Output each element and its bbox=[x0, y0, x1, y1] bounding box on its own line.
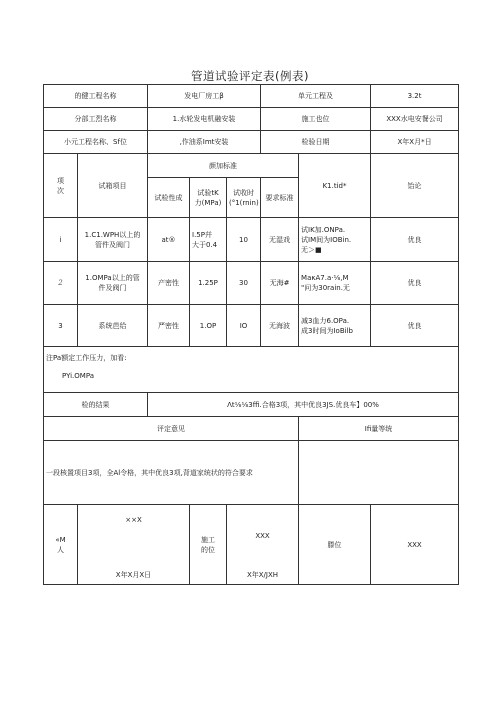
header-row-project bbox=[44, 85, 459, 108]
row-requirement: 无湿戏 bbox=[261, 218, 299, 262]
row-nature: 严密性 bbox=[148, 305, 190, 347]
row-nature: 产密性 bbox=[148, 262, 190, 305]
sign-left-name: ××X bbox=[125, 516, 142, 524]
col-rating: 饴论 bbox=[371, 154, 459, 218]
signature-row bbox=[44, 505, 459, 585]
row-result: 试IK加.ONPa. 试IM间为IOBin. 无＞■ bbox=[299, 218, 371, 262]
row-time: 30 bbox=[227, 262, 261, 305]
sign-right-label: 滕位 bbox=[299, 505, 371, 585]
note-pressure: PYi.OMPa bbox=[62, 372, 95, 380]
row-item-name: 1.C1.WPH以上的 管件及阀门 bbox=[78, 218, 148, 262]
col-item-no: 项 次 bbox=[44, 154, 78, 218]
row-pressure: I.5P幷 大于0.4 bbox=[190, 218, 227, 262]
assessment-header-row bbox=[44, 417, 459, 441]
page-title: 管道试验评定表(例表) bbox=[191, 69, 309, 83]
division-name-label: 分部工烈名称 bbox=[44, 108, 148, 131]
grade-value bbox=[299, 441, 459, 505]
note-row bbox=[44, 347, 459, 393]
sign-left-date: X年X月X日 bbox=[115, 571, 152, 579]
sign-right-name: XXX bbox=[371, 505, 459, 585]
row-no: i bbox=[44, 218, 78, 262]
table-row bbox=[44, 305, 459, 347]
project-name-label: 的健工程名称 bbox=[44, 85, 148, 108]
grade-label: Ifi量等统 bbox=[299, 417, 459, 441]
sign-mid-date: X年X/JXH bbox=[246, 571, 279, 579]
construction-unit-label: 施工也位 bbox=[261, 108, 371, 131]
table-row bbox=[44, 262, 459, 305]
row-no: 3 bbox=[44, 305, 78, 347]
row-requirement: 无海# bbox=[261, 262, 299, 305]
row-pressure: 1.OP bbox=[190, 305, 227, 347]
col-requirement: 要求标准 bbox=[261, 178, 299, 218]
col-result: K1.tid* bbox=[299, 154, 371, 218]
project-name-value: 发电厂房工β bbox=[148, 85, 261, 108]
row-item-name: 系统芭给 bbox=[78, 305, 148, 347]
row-item-name: 1.OMPa以上的管 件及阀门 bbox=[78, 262, 148, 305]
division-name-value: 1.水轮发电机融安装 bbox=[148, 108, 261, 131]
small-unit-value: ,作油系Imt安装 bbox=[148, 131, 261, 154]
row-result: MaκA7.a·⅛,M "问为30rain.无 bbox=[299, 262, 371, 305]
row-requirement: 无海波 bbox=[261, 305, 299, 347]
row-no: 2 bbox=[44, 262, 78, 305]
row-rating: 优良 bbox=[371, 218, 459, 262]
evaluation-table bbox=[43, 84, 459, 585]
header-row-small-unit bbox=[44, 131, 459, 154]
note-cell bbox=[44, 347, 459, 393]
inspection-date-label: 检验日期 bbox=[261, 131, 371, 154]
check-result-value: Λt⅛⅛3ffi.合格3项，其中优良3JS.优良车】00% bbox=[148, 393, 459, 417]
check-result-row bbox=[44, 393, 459, 417]
col-test-nature: 试检性成 bbox=[148, 178, 190, 218]
unit-project-value: 3.2t bbox=[371, 85, 459, 108]
table-row bbox=[44, 218, 459, 262]
header-row-division bbox=[44, 108, 459, 131]
row-rating: 优良 bbox=[371, 305, 459, 347]
opinion-label: 评定意见 bbox=[44, 417, 299, 441]
opinion-text: 一段核置项目3项，全Al令格，其中优良3项,背道家统状的符合要求 bbox=[44, 441, 299, 505]
sign-mid-label: 施工 的位 bbox=[190, 505, 227, 585]
small-unit-label: 小元工程名称、Sf位 bbox=[44, 131, 148, 154]
column-header-row-1 bbox=[44, 154, 459, 178]
unit-project-label: 单元工程及 bbox=[261, 85, 371, 108]
construction-unit-value: XXX水电安餐公司 bbox=[371, 108, 459, 131]
sign-mid-name: XXX bbox=[255, 532, 270, 540]
col-test-pressure: 试验tK 力(MPa) bbox=[190, 178, 227, 218]
check-result-label: 检的结果 bbox=[44, 393, 148, 417]
sign-mid-cell bbox=[227, 505, 299, 585]
row-rating: 优良 bbox=[371, 262, 459, 305]
col-test-time: 试收时 (°1(rnin) bbox=[227, 178, 261, 218]
col-item-name: 试箱项目 bbox=[78, 154, 148, 218]
sign-left-cell bbox=[78, 505, 190, 585]
row-time: IO bbox=[227, 305, 261, 347]
row-time: 10 bbox=[227, 218, 261, 262]
assessment-body-row bbox=[44, 441, 459, 505]
note-text: 注Pa额定工作压力，加看: bbox=[46, 354, 127, 362]
inspection-date-value: X年X月*日 bbox=[371, 131, 459, 154]
sign-left-label: «M 人 bbox=[44, 505, 78, 585]
row-result: 减3血力6.OPa. 成3时间为IoBilb bbox=[299, 305, 371, 347]
row-nature: at® bbox=[148, 218, 190, 262]
col-standard-group: 颜加标准 bbox=[148, 154, 299, 178]
row-pressure: 1.25P bbox=[190, 262, 227, 305]
